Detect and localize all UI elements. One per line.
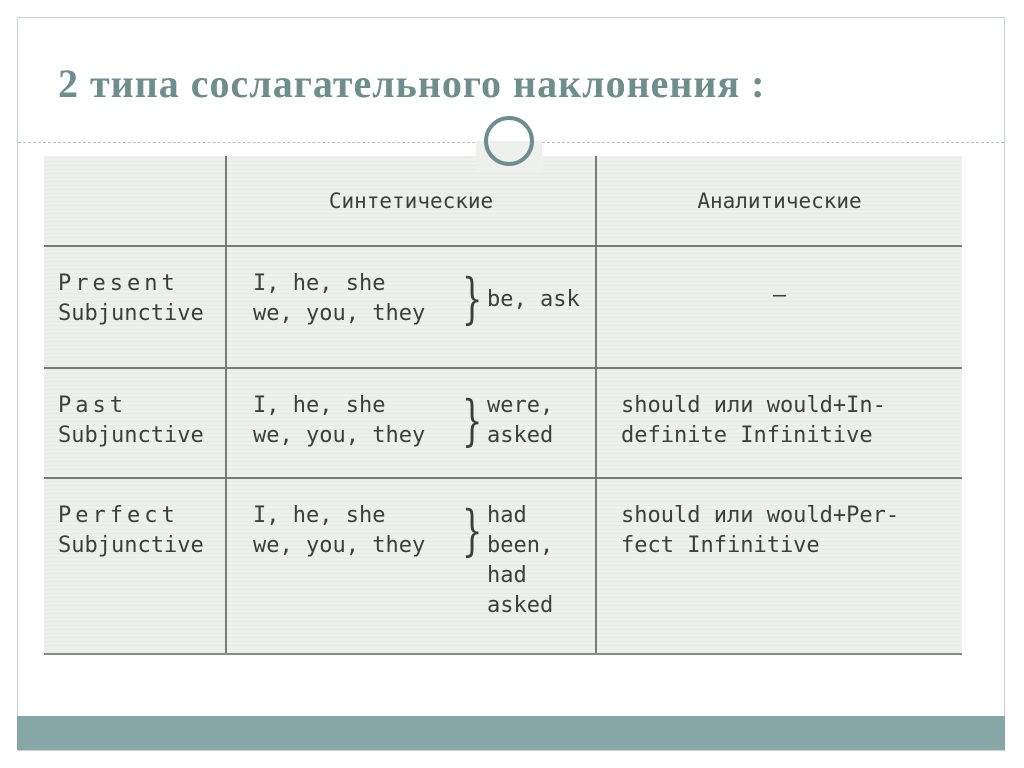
subjunctive-table (44, 156, 962, 655)
synthetic-cell (226, 246, 596, 368)
scanned-table-image (44, 156, 962, 654)
slide-title: 2 типа сослагательного наклонения : (58, 61, 766, 106)
pronouns-singular: I, he, she (253, 271, 386, 296)
verb-form: asked (487, 423, 554, 448)
analytic-cell (596, 368, 962, 478)
pronouns-plural: we, you, they (253, 423, 426, 448)
mood-name-cell (44, 246, 226, 368)
analytic-form-line1: should или would+In- (621, 393, 886, 418)
curly-brace: } (461, 389, 483, 452)
verb-forms (487, 285, 580, 315)
analytic-cell (596, 478, 962, 654)
verb-form: had (487, 563, 527, 588)
verb-form: be, ask (487, 287, 580, 312)
pronouns-plural: we, you, they (253, 301, 426, 326)
curly-brace: } (461, 499, 483, 562)
synthetic-cell (226, 478, 596, 654)
pronouns-plural: we, you, they (253, 533, 426, 558)
header-synthetic: Синтетические (226, 156, 596, 246)
analytic-form-line1: should или would+Per- (621, 503, 900, 528)
verb-forms (487, 391, 553, 451)
mood-name: Present (58, 271, 179, 296)
curly-brace: } (461, 267, 483, 330)
verb-forms (487, 501, 553, 621)
mood-subjunctive: Subjunctive (58, 423, 204, 448)
analytic-form-line2: definite Infinitive (621, 423, 873, 448)
synthetic-cell (226, 368, 596, 478)
verb-form: had (487, 503, 527, 528)
verb-form: were, (487, 393, 554, 418)
footer-bar (17, 716, 1005, 750)
verb-form: been, (487, 533, 554, 558)
table-row (44, 246, 962, 368)
mood-name-cell (44, 478, 226, 654)
pronouns-singular: I, he, she (253, 503, 386, 528)
header-empty-cell (44, 156, 226, 246)
mood-subjunctive: Subjunctive (58, 301, 204, 326)
mood-subjunctive: Subjunctive (58, 533, 204, 558)
pronouns-singular: I, he, she (253, 393, 386, 418)
header-analytic: Аналитические (596, 156, 962, 246)
mood-name: Past (58, 393, 127, 418)
analytic-cell (596, 246, 962, 368)
analytic-form: — (772, 283, 787, 308)
analytic-form-line2: fect Infinitive (621, 533, 820, 558)
mood-name-cell (44, 368, 226, 478)
ring-ornament (484, 116, 534, 166)
table-row (44, 368, 962, 478)
table-row (44, 478, 962, 654)
mood-name: Perfect (58, 503, 179, 528)
verb-form: asked (487, 593, 554, 618)
